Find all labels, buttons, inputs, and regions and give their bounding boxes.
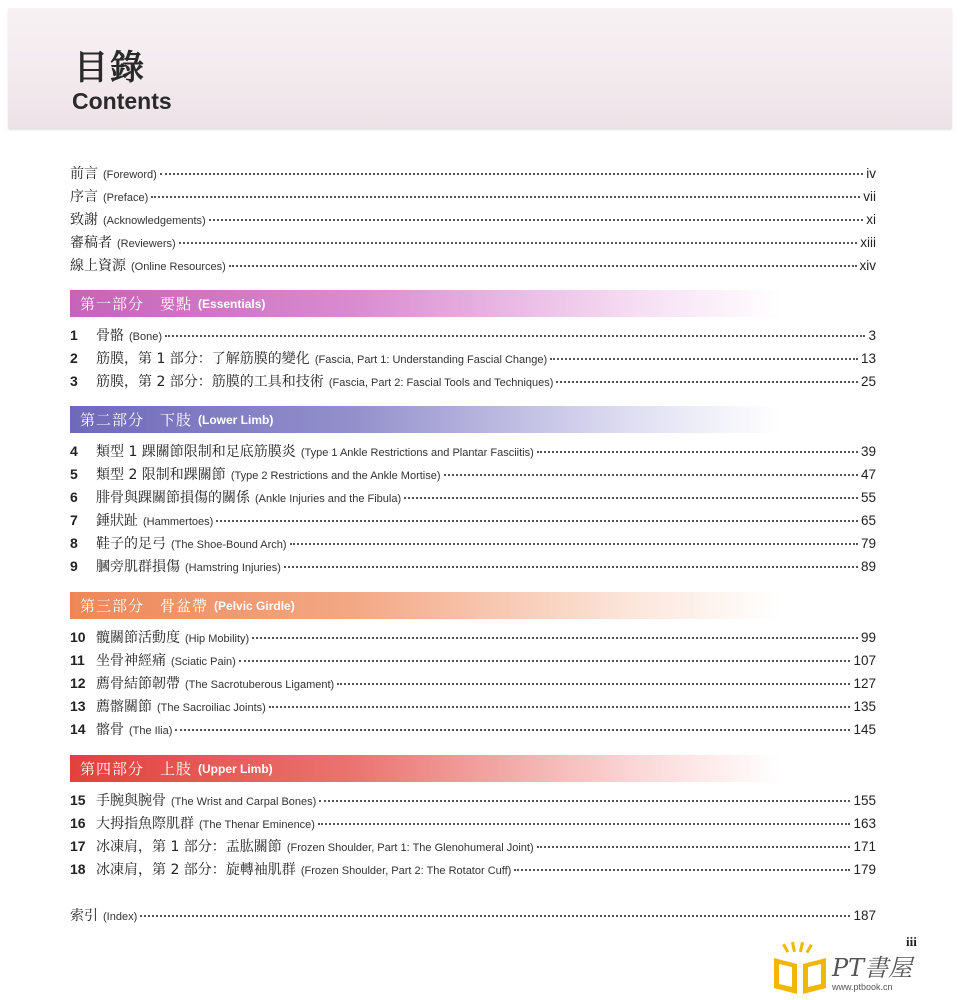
- part-header-lower-limb[interactable]: [70, 406, 780, 433]
- toc-entry-chapter-11[interactable]: [70, 650, 876, 672]
- entry-title-zh: 骨骼: [96, 328, 124, 344]
- dot-leader: [229, 264, 857, 267]
- entry-title-en: (Frozen Shoulder, Part 2: The Rotator Cuff): [300, 865, 512, 877]
- dot-leader: [179, 241, 858, 244]
- chapter-number: 12: [70, 675, 86, 691]
- dot-leader: [252, 636, 858, 639]
- part-title-en: (Pelvic Girdle): [214, 598, 295, 613]
- entry-title-en: (Type 1 Ankle Restrictions and Plantar Fasciitis): [300, 447, 534, 459]
- entry-title-zh: 薦骨結節韌帶: [96, 676, 180, 692]
- part-title-zh: 第二部分 下肢: [80, 411, 193, 429]
- part-header-essentials[interactable]: [70, 290, 780, 317]
- entry-page: 13: [860, 351, 876, 366]
- chapter-number: 4: [70, 443, 78, 459]
- dot-leader: [269, 705, 851, 708]
- entry-title-zh: 鞋子的足弓: [96, 536, 166, 552]
- dot-leader: [160, 172, 863, 175]
- entry-page: 99: [860, 630, 876, 645]
- entry-page: 135: [853, 699, 876, 714]
- entry-title-zh: 類型 2 限制和踝關節: [96, 467, 226, 483]
- entry-page: 187: [853, 908, 876, 923]
- dot-leader: [318, 822, 851, 825]
- entry-title-en: (Online Resources): [131, 261, 226, 273]
- entry-page: vii: [863, 189, 876, 204]
- logo-text: PT書屋: [832, 954, 913, 982]
- entry-page: 55: [860, 490, 876, 505]
- toc-entry-chapter-7[interactable]: [70, 510, 876, 532]
- entry-title-en: (Sciatic Pain): [171, 656, 236, 668]
- entry-page: 127: [853, 676, 876, 691]
- entry-title-en: (The Sacroiliac Joints): [157, 702, 266, 714]
- entry-page: 171: [853, 839, 876, 854]
- entry-title-zh: 前言: [70, 166, 98, 182]
- page-title-zh: 目錄: [74, 48, 146, 88]
- chapter-number: 15: [70, 792, 86, 808]
- entry-title-zh: 致謝: [70, 212, 98, 228]
- entry-title-zh: 序言: [70, 189, 98, 205]
- toc-entry-chapter-13[interactable]: [70, 696, 876, 718]
- toc-entry-reviewers[interactable]: [70, 232, 876, 254]
- toc-entry-acknowledgements[interactable]: [70, 209, 876, 231]
- entry-page: xiv: [859, 258, 876, 273]
- entry-title-en: (Preface): [103, 192, 149, 204]
- entry-page: 145: [853, 722, 876, 737]
- chapter-number: 8: [70, 535, 78, 551]
- entry-page: xiii: [860, 235, 876, 250]
- part-title-en: (Upper Limb): [198, 761, 273, 776]
- toc-entry-chapter-8[interactable]: [70, 533, 876, 555]
- dot-leader: [216, 519, 858, 522]
- toc-entry-index[interactable]: [70, 905, 876, 927]
- entry-title-en: (The Shoe-Bound Arch): [171, 539, 287, 551]
- entry-title-zh: 冰凍肩，第 1 部分：盂肱關節: [96, 839, 282, 855]
- entry-title-zh: 膕旁肌群損傷: [96, 559, 180, 575]
- dot-leader: [319, 799, 850, 802]
- entry-page: iv: [866, 166, 876, 181]
- entry-page: 163: [853, 816, 876, 831]
- entry-title-en: (Hammertoes): [143, 516, 214, 528]
- entry-title-en: (Hip Mobility): [185, 633, 250, 645]
- toc-entry-chapter-2[interactable]: [70, 348, 876, 370]
- entry-title-zh: 腓骨與踝關節損傷的關係: [96, 490, 250, 506]
- entry-title-zh: 坐骨神經痛: [96, 653, 166, 669]
- entry-title-zh: 錘狀趾: [96, 513, 138, 529]
- entry-title-zh: 線上資源: [70, 258, 126, 274]
- entry-page: 65: [860, 513, 876, 528]
- entry-title-en: (Reviewers): [117, 238, 176, 250]
- entry-page: 107: [853, 653, 876, 668]
- dot-leader: [165, 334, 865, 337]
- entry-title-en: (Frozen Shoulder, Part 1: The Glenohumeral Joint): [286, 842, 534, 854]
- toc-entry-chapter-10[interactable]: [70, 627, 876, 649]
- book-icon: [770, 942, 830, 996]
- toc-entry-preface[interactable]: [70, 186, 876, 208]
- chapter-number: 9: [70, 558, 78, 574]
- dot-leader: [337, 682, 850, 685]
- toc-entry-chapter-6[interactable]: [70, 487, 876, 509]
- dot-leader: [444, 473, 858, 476]
- chapter-number: 6: [70, 489, 78, 505]
- part-title-zh: 第三部分 骨盆帶: [80, 597, 209, 615]
- logo-url: www.ptbook.cn: [832, 982, 893, 992]
- entry-page: 3: [868, 328, 876, 343]
- dot-leader: [556, 380, 858, 383]
- entry-title-zh: 髖關節活動度: [96, 630, 180, 646]
- chapter-number: 16: [70, 815, 86, 831]
- toc-entry-chapter-18[interactable]: [70, 859, 876, 881]
- entry-title-en: (Foreword): [103, 169, 157, 181]
- entry-page: 39: [860, 444, 876, 459]
- toc-entry-online-resources[interactable]: [70, 255, 876, 277]
- page-title-en: Contents: [72, 88, 172, 114]
- dot-leader: [537, 450, 858, 453]
- chapter-number: 10: [70, 629, 86, 645]
- entry-title-en: (Bone): [129, 331, 163, 343]
- watermark-logo: [770, 942, 946, 996]
- part-title-zh: 第四部分 上肢: [80, 760, 193, 778]
- entry-page: 89: [860, 559, 876, 574]
- dot-leader: [140, 914, 850, 917]
- toc-entry-foreword[interactable]: [70, 163, 876, 185]
- entry-title-zh: 類型 1 踝關節限制和足底筋膜炎: [96, 444, 296, 460]
- entry-title-en: (Ankle Injuries and the Fibula): [255, 493, 402, 505]
- dot-leader: [175, 728, 850, 731]
- chapter-number: 13: [70, 698, 86, 714]
- toc-entry-chapter-4[interactable]: [70, 441, 876, 463]
- dot-leader: [239, 659, 851, 662]
- entry-page: 25: [860, 374, 876, 389]
- entry-title-zh: 冰凍肩，第 2 部分：旋轉袖肌群: [96, 862, 296, 878]
- part-title-en: (Essentials): [198, 296, 266, 311]
- entry-title-en: (The Sacrotuberous Ligament): [185, 679, 335, 691]
- chapter-number: 7: [70, 512, 78, 528]
- chapter-number: 11: [70, 652, 85, 668]
- toc-entry-chapter-9[interactable]: [70, 556, 876, 578]
- page-number: iii: [906, 934, 917, 949]
- entry-title-zh: 薦髂關節: [96, 699, 152, 715]
- chapter-number: 17: [70, 838, 86, 854]
- toc-entry-chapter-14[interactable]: [70, 719, 876, 741]
- entry-title-en: (The Wrist and Carpal Bones): [171, 796, 317, 808]
- entry-page: 155: [853, 793, 876, 808]
- dot-leader: [284, 565, 858, 568]
- dot-leader: [550, 357, 858, 360]
- chapter-number: 18: [70, 861, 86, 877]
- entry-title-zh: 審稿者: [70, 235, 112, 251]
- entry-title-zh: 手腕與腕骨: [96, 793, 166, 809]
- entry-title-en: (Hamstring Injuries): [185, 562, 281, 574]
- toc-entry-chapter-17[interactable]: [70, 836, 876, 858]
- chapter-number: 3: [70, 373, 78, 389]
- entry-title-en: (Fascia, Part 2: Fascial Tools and Techniques): [328, 377, 554, 389]
- dot-leader: [290, 542, 858, 545]
- dot-leader: [514, 868, 850, 871]
- part-title-en: (Lower Limb): [198, 412, 274, 427]
- toc-entry-chapter-3[interactable]: [70, 371, 876, 393]
- toc-entry-chapter-12[interactable]: [70, 673, 876, 695]
- entry-title-en: (The Thenar Eminence): [199, 819, 315, 831]
- entry-title-en: (The Ilia): [129, 725, 173, 737]
- entry-title-zh: 索引: [70, 908, 98, 924]
- dot-leader: [209, 218, 864, 221]
- entry-title-zh: 筋膜，第 1 部分：了解筋膜的變化: [96, 351, 310, 367]
- entry-title-zh: 大拇指魚際肌群: [96, 816, 194, 832]
- toc-entry-chapter-16[interactable]: [70, 813, 876, 835]
- chapter-number: 1: [70, 327, 78, 343]
- entry-page: 79: [860, 536, 876, 551]
- entry-title-en: (Acknowledgements): [103, 215, 206, 227]
- chapter-number: 14: [70, 721, 86, 737]
- entry-page: 47: [860, 467, 876, 482]
- entry-title-zh: 筋膜，第 2 部分：筋膜的工具和技術: [96, 374, 324, 390]
- entry-title-en: (Type 2 Restrictions and the Ankle Mortise): [230, 470, 441, 482]
- dot-leader: [151, 195, 860, 198]
- dot-leader: [537, 845, 851, 848]
- entry-title-zh: 髂骨: [96, 722, 124, 738]
- chapter-number: 2: [70, 350, 78, 366]
- toc-entry-chapter-15[interactable]: [70, 790, 876, 812]
- entry-title-en: (Fascia, Part 1: Understanding Fascial Change): [314, 354, 548, 366]
- part-header-upper-limb[interactable]: [70, 755, 780, 782]
- dot-leader: [404, 496, 858, 499]
- toc-entry-chapter-1[interactable]: [70, 325, 876, 347]
- entry-title-en: (Index): [103, 911, 138, 923]
- entry-page: xi: [866, 212, 876, 227]
- toc-entry-chapter-5[interactable]: [70, 464, 876, 486]
- chapter-number: 5: [70, 466, 78, 482]
- entry-page: 179: [853, 862, 876, 877]
- part-header-pelvic-girdle[interactable]: [70, 592, 780, 619]
- part-title-zh: 第一部分 要點: [80, 295, 193, 313]
